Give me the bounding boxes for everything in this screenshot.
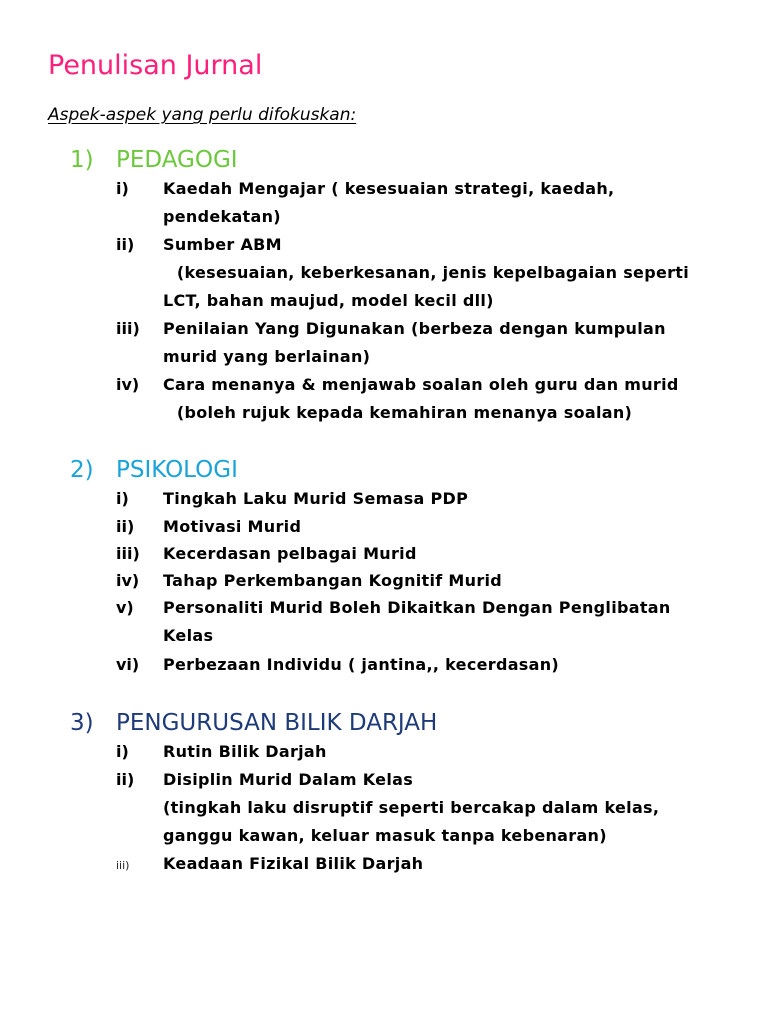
- page-subtitle: Aspek-aspek yang perlu difokuskan:: [48, 105, 357, 125]
- section-heading: [70, 456, 238, 484]
- item-line: (tingkah laku disruptif seperti bercakap dalam kelas,: [163, 798, 660, 817]
- item-line: Rutin Bilik Darjah: [163, 742, 327, 761]
- item-line: Disiplin Murid Dalam Kelas: [163, 770, 414, 789]
- page-title: Penulisan Jurnal: [48, 50, 263, 81]
- item-numeral: iv): [116, 375, 140, 394]
- item-numeral: v): [116, 598, 134, 617]
- item-text: [163, 594, 738, 650]
- section-number: 3): [70, 710, 94, 736]
- item-line: Tahap Perkembangan Kognitif Murid: [163, 571, 503, 590]
- item-line: Cara menanya & menjawab soalan oleh guru dan murid: [163, 375, 679, 394]
- item-numeral: i): [116, 179, 129, 198]
- item-text: [163, 513, 738, 541]
- item-line: Personaliti Murid Boleh Dikaitkan Dengan Penglibatan: [163, 598, 671, 617]
- item-line: Tingkah Laku Murid Semasa PDP: [163, 489, 469, 508]
- item-line: (boleh rujuk kepada kemahiran menanya soalan): [171, 403, 633, 422]
- item-text: [163, 738, 738, 766]
- item-line: Perbezaan Individu ( jantina,, kecerdasan): [163, 655, 560, 674]
- section-heading: [70, 709, 437, 737]
- item-line: Penilaian Yang Digunakan (berbeza dengan kumpulan: [163, 319, 666, 338]
- item-numeral: iii): [116, 859, 130, 872]
- item-text: [163, 540, 738, 568]
- item-numeral: iii): [116, 319, 140, 338]
- item-text: [163, 315, 738, 371]
- section-title: PSIKOLOGI: [116, 457, 238, 483]
- item-line: Sumber ABM: [163, 235, 282, 254]
- item-line: Kecerdasan pelbagai Murid: [163, 544, 417, 563]
- item-text: [163, 485, 738, 513]
- section-title: PEDAGOGI: [116, 147, 238, 173]
- item-text: [163, 766, 738, 850]
- section-heading: [70, 146, 238, 174]
- item-text: [163, 567, 738, 595]
- item-numeral: ii): [116, 770, 135, 789]
- item-numeral: iv): [116, 571, 140, 590]
- item-text: [163, 850, 738, 878]
- item-numeral: ii): [116, 235, 135, 254]
- item-line: pendekatan): [163, 207, 281, 226]
- item-text: [163, 371, 738, 427]
- item-text: [163, 651, 738, 679]
- section-number: 1): [70, 147, 94, 173]
- item-line: Kelas: [163, 626, 214, 645]
- item-line: Keadaan Fizikal Bilik Darjah: [163, 854, 424, 873]
- item-numeral: iii): [116, 544, 140, 563]
- item-line: murid yang berlainan): [163, 347, 371, 366]
- item-numeral: vi): [116, 655, 140, 674]
- item-line: (kesesuaian, keberkesanan, jenis kepelbagaian seperti: [171, 263, 690, 282]
- section-number: 2): [70, 457, 94, 483]
- item-numeral: i): [116, 742, 129, 761]
- item-line: Kaedah Mengajar ( kesesuaian strategi, kaedah,: [163, 179, 615, 198]
- item-line: LCT, bahan maujud, model kecil dll): [163, 291, 494, 310]
- item-numeral: ii): [116, 517, 135, 536]
- section-title: PENGURUSAN BILIK DARJAH: [116, 710, 438, 736]
- item-text: [163, 175, 738, 231]
- item-text: [163, 231, 738, 315]
- item-numeral: i): [116, 489, 129, 508]
- item-line: ganggu kawan, keluar masuk tanpa kebenaran): [163, 826, 607, 845]
- item-line: Motivasi Murid: [163, 517, 302, 536]
